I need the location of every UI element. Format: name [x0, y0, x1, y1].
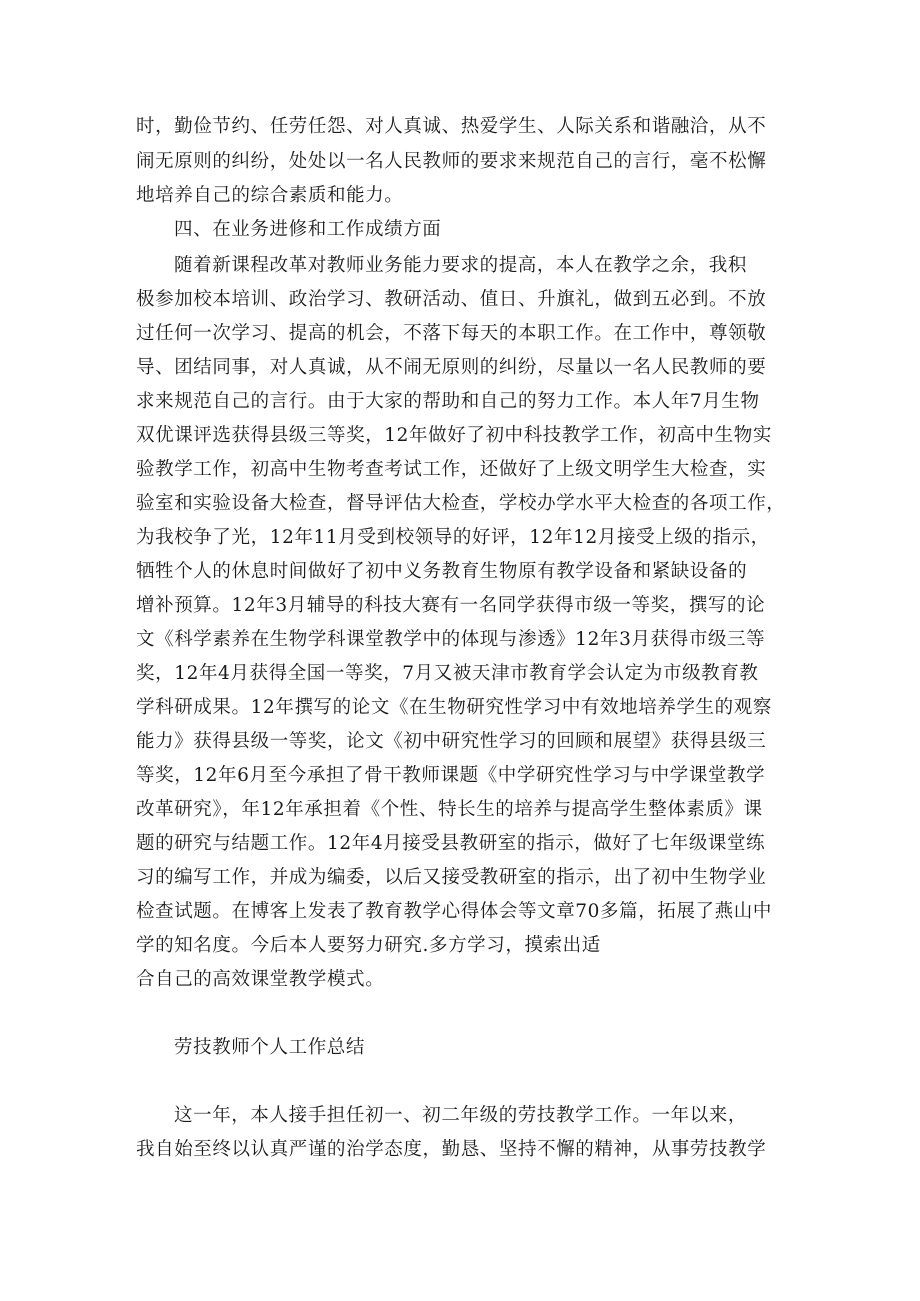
section-heading: 四、在业务进修和工作成绩方面: [174, 219, 442, 240]
paragraph-line: 合自己的高效课堂教学模式。: [136, 969, 385, 990]
paragraph-line: 改革研究》，年12年承担着《个性、特长生的培养与提高学生整体素质》课: [136, 799, 763, 820]
paragraph-line: 我自始至终以认真严谨的治学态度，勤恳、坚持不懈的精神，从事劳技教学: [136, 1139, 767, 1160]
paragraph-line: 等奖，12年6月至今承担了骨干教师课题《中学研究性学习与中学课堂教学: [136, 765, 766, 786]
paragraph-line: 时，勤俭节约、任劳任怨、对人真诚、热爱学生、人际关系和谐融洽，从不: [136, 116, 767, 137]
paragraph-line: 题的研究与结题工作。12年4月接受县教研室的指示，做好了七年级课堂练: [136, 833, 766, 854]
paragraph-line: 学科研成果。12年撰写的论文《在生物研究性学习中有效地培养学生的观察: [136, 697, 772, 718]
paragraph-line: 过任何一次学习、提高的机会，不落下每天的本职工作。在工作中，尊领敬: [136, 323, 767, 344]
paragraph-line: 求来规范自己的言行。由于大家的帮助和自己的努力工作。本人年7月生物: [136, 391, 760, 412]
paragraph-line: 奖，12年4月获得全国一等奖，7月又被天津市教育学会认定为市级教育教: [136, 663, 759, 684]
paragraph-line: 检查试题。在博客上发表了教育教学心得体会等文章70多篇，拓展了燕山中: [136, 901, 772, 922]
paragraph-line: 验室和实验设备大检查，督导评估大检查，学校办学水平大检查的各项工作，: [136, 493, 786, 514]
paragraph-line: 文《科学素养在生物学科课堂教学中的体现与渗透》12年3月获得市级三等: [136, 629, 766, 650]
paragraph-line: 习的编写工作，并成为编委，以后又接受教研室的指示，出了初中生物学业: [136, 867, 767, 888]
paragraph-line: 牺牲个人的休息时间做好了初中义务教育生物原有教学设备和紧缺设备的: [136, 561, 748, 582]
paragraph-line: 导、团结同事，对人真诚，从不闹无原则的纠纷，尽量以一名人民教师的要: [136, 357, 767, 378]
paragraph-line: 为我校争了光，12年11月受到校领导的好评，12年12月接受上级的指示，: [136, 527, 770, 548]
paragraph-line: 能力》获得县级一等奖，论文《初中研究性学习的回顾和展望》获得县级三: [136, 731, 767, 752]
paragraph-line: 这一年，本人接手担任初一、初二年级的劳技教学工作。一年以来，: [174, 1105, 748, 1126]
paragraph-line: 双优课评选获得县级三等奖，12年做好了初中科技教学工作，初高中生物实: [136, 425, 772, 446]
paragraph-line: 学的知名度。今后本人要努力研究.多方学习，摸索出适: [136, 935, 601, 956]
paragraph-line: 地培养自己的综合素质和能力。: [136, 185, 404, 206]
paragraph-line: 极参加校本培训、政治学习、教研活动、值日、升旗礼，做到五必到。不放: [136, 289, 767, 310]
document-title: 劳技教师个人工作总结: [174, 1037, 366, 1058]
paragraph-line: 闹无原则的纠纷，处处以一名人民教师的要求来规范自己的言行，毫不松懈: [136, 151, 767, 172]
paragraph-line: 增补预算。12年3月辅导的科技大赛有一名同学获得市级一等奖，撰写的论: [136, 595, 766, 616]
paragraph-line: 验教学工作，初高中生物考查考试工作，还做好了上级文明学生大检查，实: [136, 459, 767, 480]
paragraph-line: 随着新课程改革对教师业务能力要求的提高，本人在教学之余，我积: [174, 255, 748, 276]
